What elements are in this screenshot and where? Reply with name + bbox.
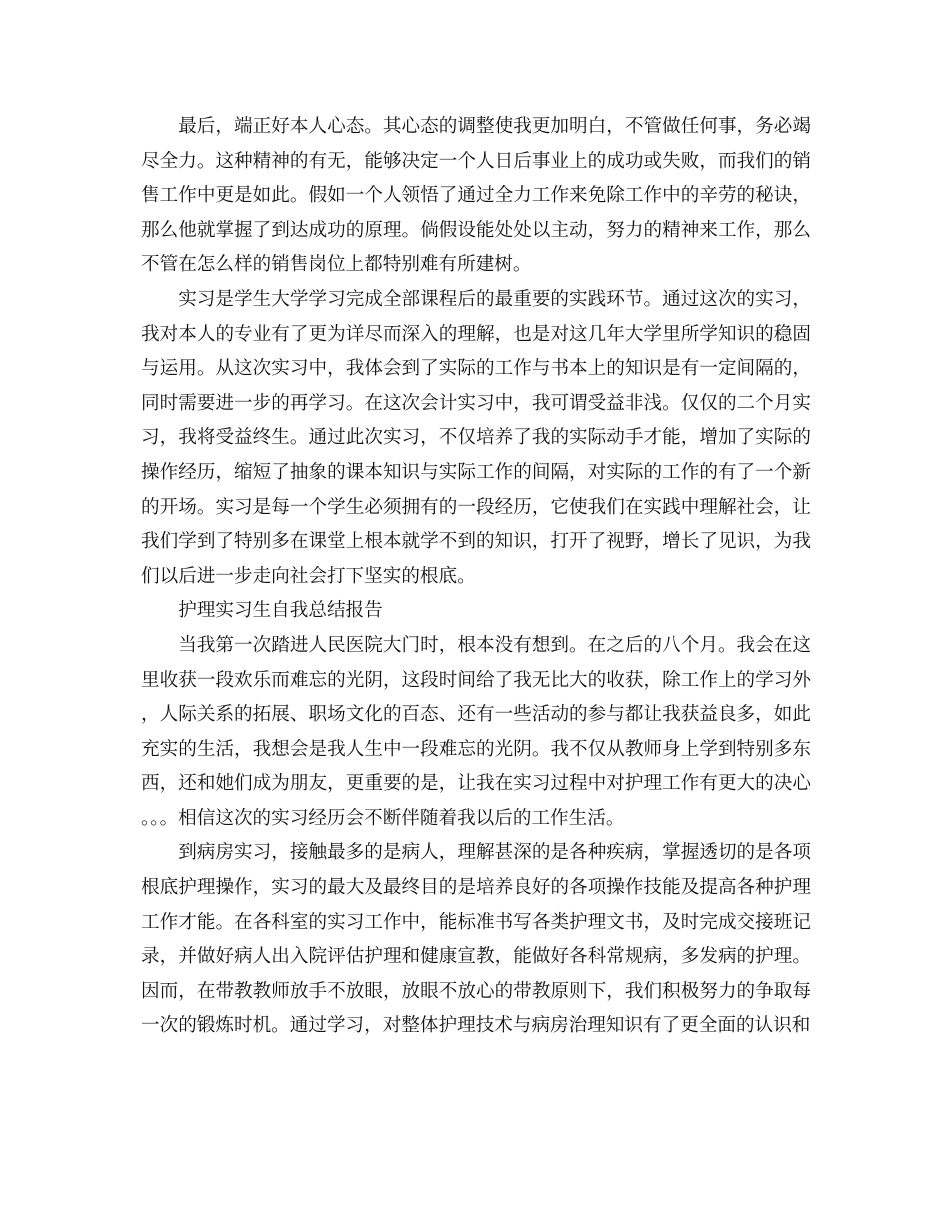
paragraph-internship-summary: 实习是学生大学学习完成全部课程后的最重要的实践环节。通过这次的实习，我对本人的专业有了更为详尽而深入的理解，也是对这几年大学里所学知识的稳固与运用。从这次实习中，我体会到了实际的工作与书本上的知识是有一定间隔的，同时需要进一步的再学习。在这次会计实习中，我可谓受益非浅。仅仅的二个月实习，我将受益终生。通过此次实习，不仅培养了我的实际动手才能，增加了实际的操作经历，缩短了抽象的课本知识与实际工作的间隔，对实际的工作的有了一个新的开场。实习是每一个学生必须拥有的一段经历，它使我们在实践中理解社会，让我们学到了特别多在课堂上根本就学不到的知识，打开了视野，增长了见识，为我们以后进一步走向社会打下坚实的根底。 [141,288,811,587]
section-heading: 护理实习生自我总结报告 [178,600,383,622]
paragraph-hospital-arrival: 当我第一次踏进人民医院大门时，根本没有想到。在之后的八个月。我会在这里收获一段欢乐而难忘的光阴，这段时间给了我无比大的收获，除工作上的学习外，人际关系的拓展、职场文化的百态、还有一些活动的参与都让我获益良多，如此充实的生活，我想会是我人生中一段难忘的光阴。我不仅从教师身上学到特别多东西，还和她们成为朋友，更重要的是，让我在实习过程中对护理工作有更大的决心。。。相信这次的实习经历会不断伴随着我以后的工作生活。 [141,634,811,829]
document-body [141,110,811,1044]
paragraph-mindset: 最后，端正好本人心态。其心态的调整使我更加明白，不管做任何事，务必竭尽全力。这种精神的有无，能够决定一个人日后事业上的成功或失败，而我们的销售工作中更是如此。假如一个人领悟了通过全力工作来免除工作中的辛劳的秘诀，那么他就掌握了到达成功的原理。倘假设能处处以主动，努力的精神来工作，那么不管在怎么样的销售岗位上都特别难有所建树。 [141,116,811,276]
paragraph-ward-practice: 到病房实习，接触最多的是病人，理解甚深的是各种疾病，掌握透切的是各项根底护理操作，实习的最大及最终目的是培养良好的各项操作技能及提高各种护理工作才能。在各科室的实习工作中，能标准书写各类护理文书，及时完成交接班记录，并做好病人出入院评估护理和健康宣教，能做好各科常规病，多发病的护理。因而，在带教教师放手不放眼，放眼不放心的带教原则下，我们积极努力的争取每一次的锻炼时机。通过学习，对整体护理技术与病房治理知识有了更全面的认识和 [141,842,811,1037]
